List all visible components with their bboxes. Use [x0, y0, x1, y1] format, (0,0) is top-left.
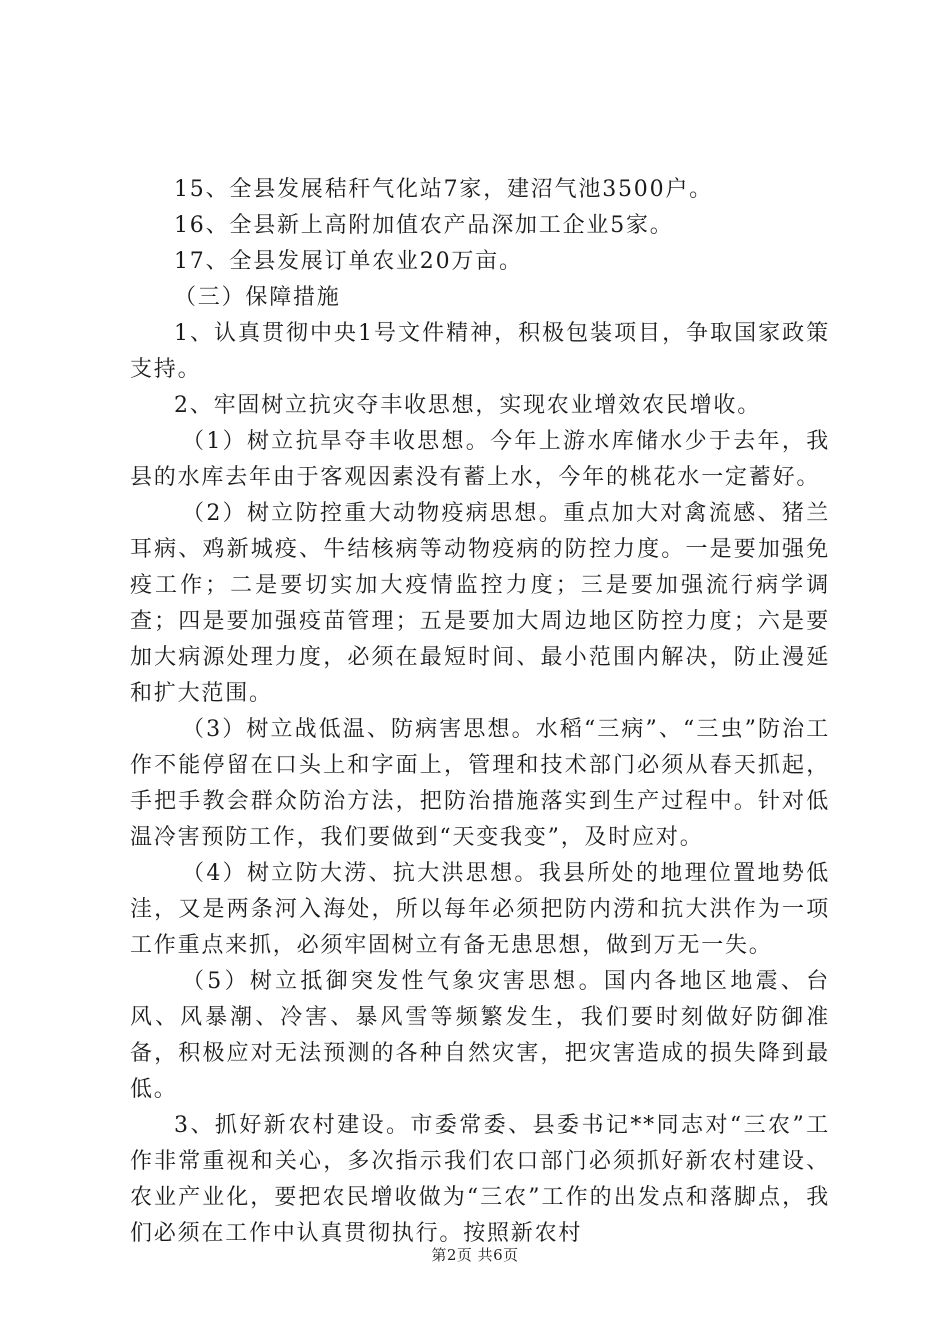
sub-item-3: （3）树立战低温、防病害思想。水稻“三病”、“三虫”防治工作不能停留在口头上和字面上，管理和技术部门必须从春天抓起，手把手教会群众防治方法，把防治措施落实到生产过程中。针对低温冷害预防工作，我们要做到“天变我变”，及时应对。: [130, 717, 830, 850]
measure-item-3: 3、抓好新农村建设。市委常委、县委书记**同志对“三农”工作非常重视和关心，多次指示我们农口部门必须抓好新农村建设、农业产业化，要把农民增收做为“三农”工作的出发点和落脚点，我们必须在工作中认真贯彻执行。按照新农村: [130, 1113, 830, 1246]
list-item-15: 15、全县发展秸秆气化站7家，建沼气池3500户。: [174, 177, 713, 202]
section-heading-safeguards: （三）保障措施: [174, 285, 341, 310]
measure-item-2: 2、牢固树立抗灾夺丰收思想，实现农业增效农民增收。: [174, 393, 761, 418]
sub-item-5: （5）树立抵御突发性气象灾害思想。国内各地区地震、台风、风暴潮、冷害、暴风雪等频繁发生，我们要时刻做好防御准备，积极应对无法预测的各种自然灾害，把灾害造成的损失降到最低。: [130, 969, 830, 1102]
document-body: [130, 172, 830, 1252]
sub-item-4: （4）树立防大涝、抗大洪思想。我县所处的地理位置地势低洼，又是两条河入海处，所以每年必须把防内涝和抗大洪作为一项工作重点来抓，必须牢固树立有备无患思想，做到万无一失。: [130, 861, 830, 958]
measure-item-1: 1、认真贯彻中央1号文件精神，积极包装项目，争取国家政策支持。: [130, 321, 830, 382]
page-footer: 第2页 共6页: [431, 1246, 519, 1264]
list-item-17: 17、全县发展订单农业20万亩。: [174, 249, 523, 274]
sub-item-2: （2）树立防控重大动物疫病思想。重点加大对禽流感、猪兰耳病、鸡新城疫、牛结核病等动物疫病的防控力度。一是要加强免疫工作；二是要切实加大疫情监控力度；三是要加强流行病学调查；四是要加强疫苗管理；五是要加大周边地区防控力度；六是要加大病源处理力度，必须在最短时间、最小范围内解决，防止漫延和扩大范围。: [130, 501, 830, 706]
list-item-16: 16、全县新上高附加值农产品深加工企业5家。: [174, 213, 674, 238]
sub-item-1: （1）树立抗旱夺丰收思想。今年上游水库储水少于去年，我县的水库去年由于客观因素没有蓄上水，今年的桃花水一定蓄好。: [130, 429, 830, 490]
